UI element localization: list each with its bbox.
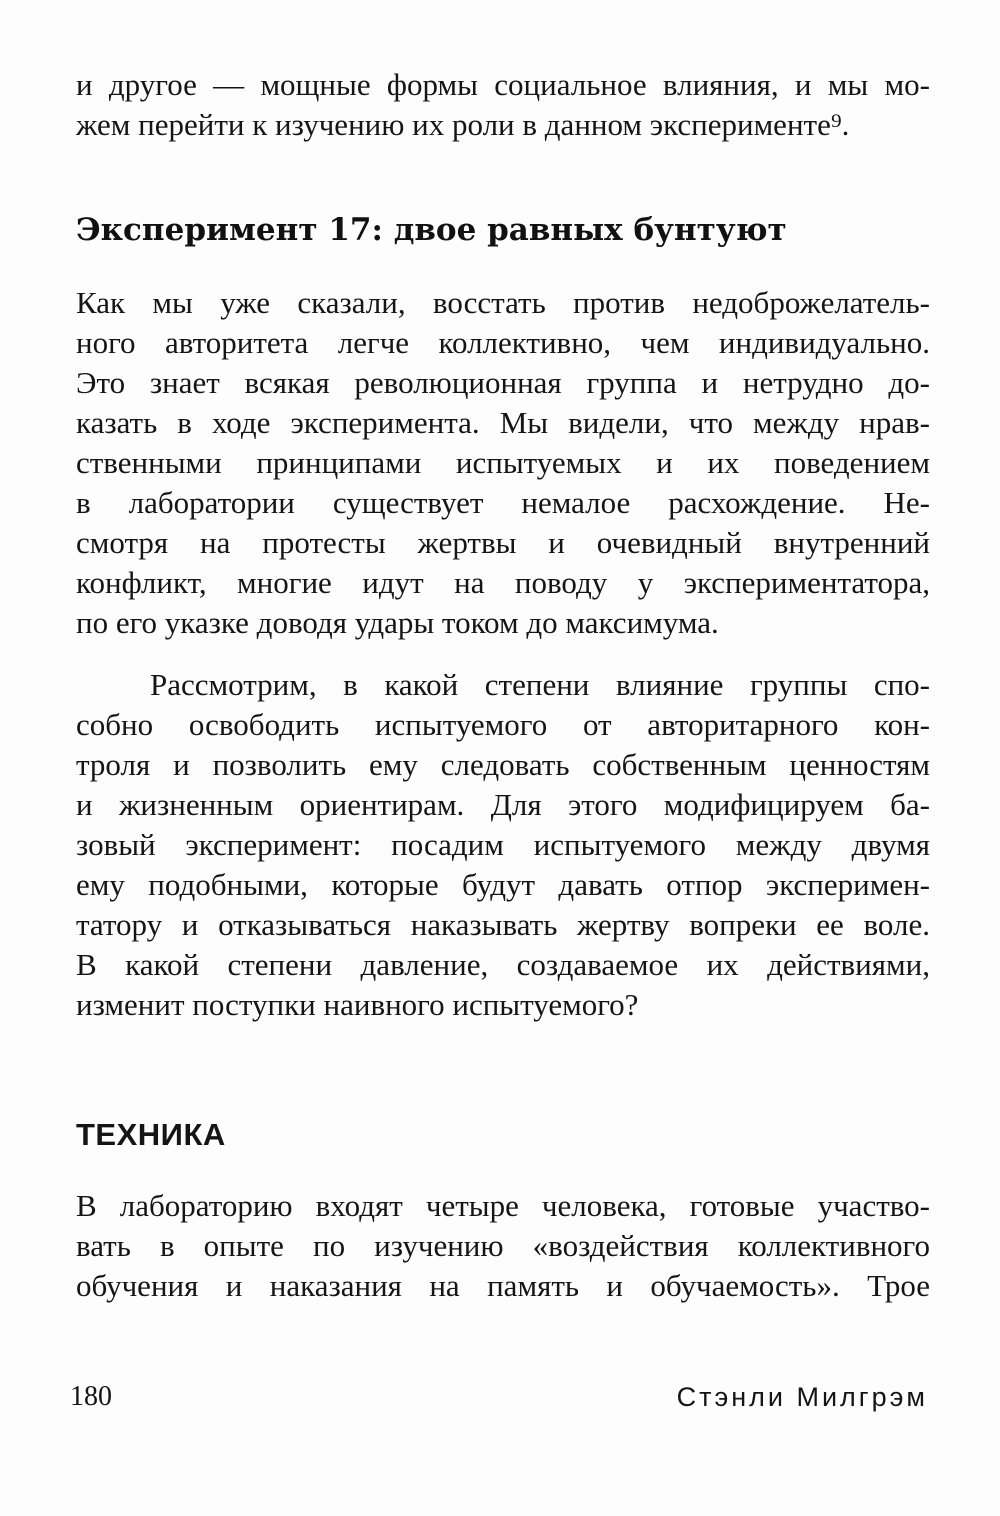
paragraph-2-line: ему подобными, которые будут давать отпор эксперимен- (76, 867, 930, 902)
paragraph-1-line: по его указке доводя удары током до максимума. (76, 605, 719, 640)
paragraph-2-line: татору и отказываться наказывать жертву вопреки ее воле. (76, 907, 930, 942)
section-heading: Эксперимент 17: двое равных бунтуют (76, 212, 787, 248)
intro-line-1: и другое — мощные формы социальное влияния, и мы мо- (76, 67, 930, 102)
paragraph-2-line: собно освободить испытуемого от авторитарного кон- (76, 707, 930, 742)
page-number: 180 (70, 1381, 112, 1412)
paragraph-3-line: обучения и наказания на память и обучаемость». Трое (76, 1268, 930, 1303)
paragraph-3-line: В лабораторию входят четыре человека, готовые участво- (76, 1188, 930, 1223)
paragraph-2-line: В какой степени давление, создаваемое их действиями, (76, 947, 930, 982)
paragraph-2-line: троля и позволить ему следовать собственным ценностям (76, 747, 930, 782)
intro-line-2: жем перейти к изучению их роли в данном эксперименте⁹. (76, 107, 850, 142)
paragraph-3-line: вать в опыте по изучению «воздействия коллективного (76, 1228, 930, 1263)
paragraph-2-line: изменит поступки наивного испытуемого? (76, 987, 639, 1022)
paragraph-1-line: казать в ходе эксперимента. Мы видели, что между нрав- (76, 405, 930, 440)
paragraph-1-line: ного авторитета легче коллективно, чем индивидуально. (76, 325, 930, 360)
paragraph-2-line: и жизненным ориентирам. Для этого модифицируем ба- (76, 787, 930, 822)
paragraph-1-line: Это знает всякая революционная группа и нетрудно до- (76, 365, 930, 400)
paragraph-1-line: ственными принципами испытуемых и их поведением (76, 445, 930, 480)
paragraph-2-line: зовый эксперимент: посадим испытуемого между двумя (76, 827, 930, 862)
subheading: ТЕХНИКА (76, 1117, 226, 1152)
paragraph-1-line: в лаборатории существует немалое расхождение. Не- (76, 485, 930, 520)
paragraph-1-line: конфликт, многие идут на поводу у экспериментатора, (76, 565, 930, 600)
paragraph-1-line: смотря на протесты жертвы и очевидный внутренний (76, 525, 930, 560)
running-footer-author: Стэнли Милгрэм (676, 1382, 928, 1412)
paragraph-2-line: Рассмотрим, в какой степени влияние группы спо- (150, 667, 930, 702)
paragraph-1-line: Как мы уже сказали, восстать против недоброжелатель- (76, 285, 930, 320)
